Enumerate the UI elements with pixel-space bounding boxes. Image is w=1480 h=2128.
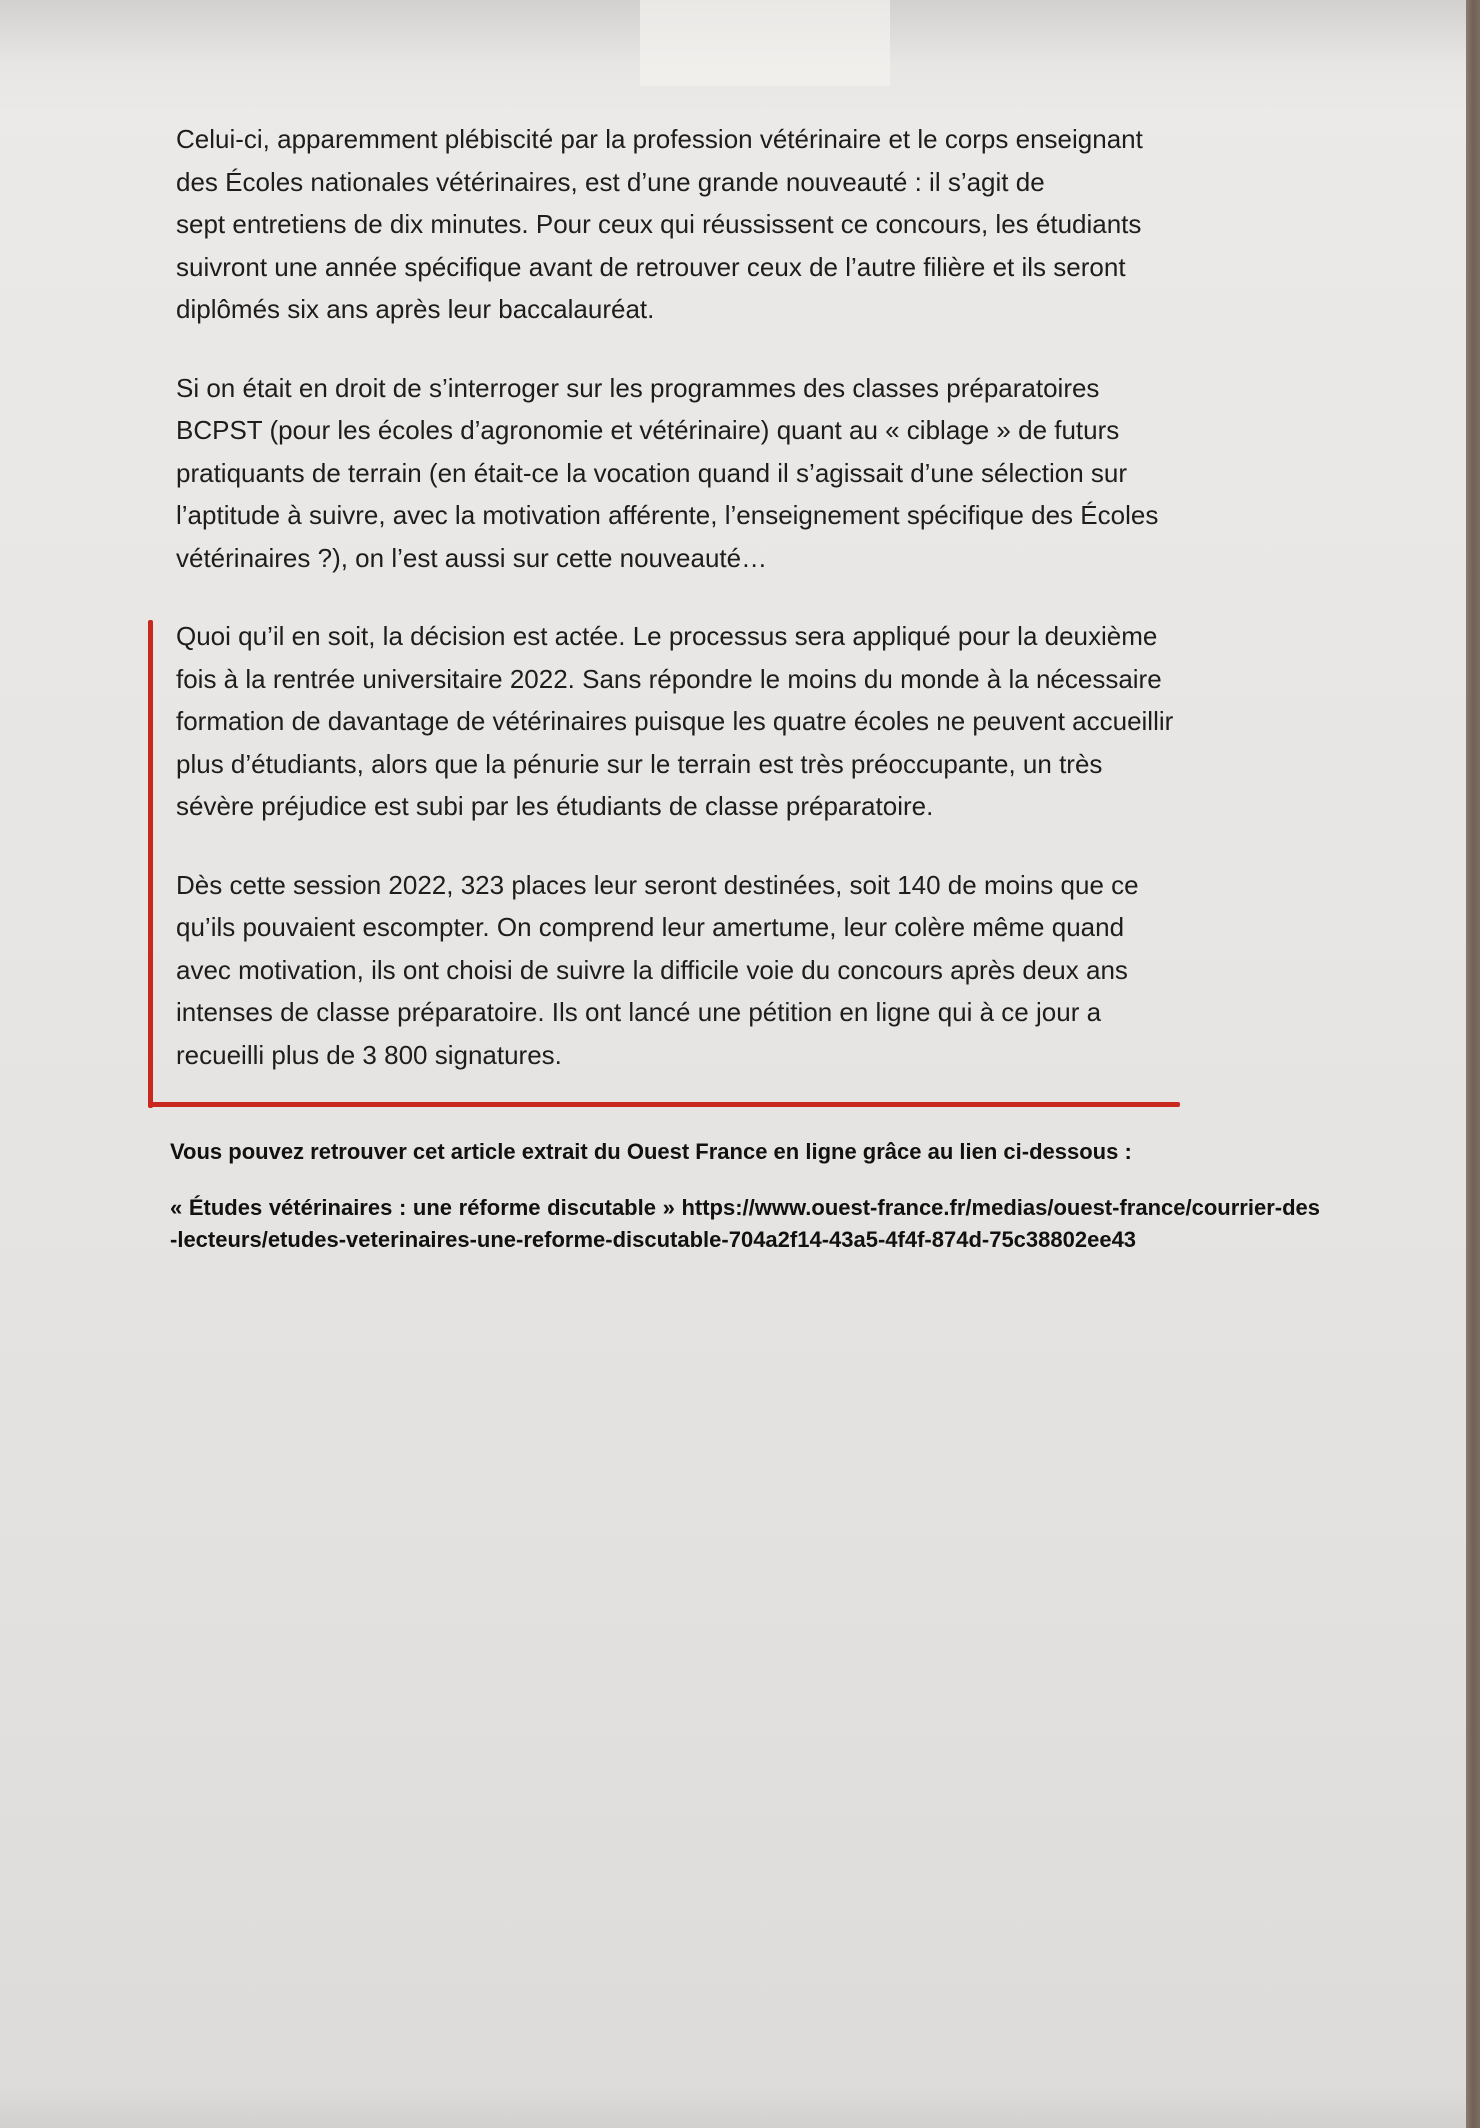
highlight-left-line [148,620,153,1108]
paper-tab [640,0,890,86]
paragraph-3: Quoi qu’il en soit, la décision est actée. Le processus sera appliqué pour la deuxième fois à la rentrée universitaire 2022. Sans répondre le moins du monde à la nécessaire formation de davantage de vétérinaires puisque les quatre écoles ne peuvent accueillir plus d’étudiants, alors que la pénurie sur le terrain est très préoccupante, un très sévère préjudice est subi par les étudiants de classe préparatoire. [176,621,1174,821]
background-surface-edge [1466,0,1480,2128]
paragraph-2: Si on était en droit de s’interroger sur les programmes des classes préparatoires BCPST (pour les écoles d’agronomie et vétérinaire) quant au « ciblage » de futurs pratiquants de terrain (en était-ce la vocation quand il s’agissait d’une sélection sur l’aptitude à suivre, avec la motivation afférente, l’enseignement spécifique des Écoles vétérinaires ?), on l’est aussi sur cette nouveauté… [176,372,1159,573]
paragraph-gap [176,828,1286,864]
paragraph-4: Dès cette session 2022, 323 places leur seront destinées, soit 140 de moins que ce qu’ils pouvaient escompter. On comprend leur amertume, leur colère même quand avec motivation, ils ont choisi de suivre la difficile voie du concours après deux ans intenses de classe préparatoire. Ils ont lancé une pétition en ligne qui à ce jour a recueilli plus de 3 800 signatures. [176,869,1139,1070]
source-block [170,1136,1320,1256]
highlight-bottom-line [148,1102,1180,1107]
bottom-shadow [0,2088,1468,2128]
article-body [176,118,1286,1076]
source-link[interactable]: « Études vétérinaires : une réforme discutable » https://www.ouest-france.fr/medias/ouest-france/courrier-des-lecteurs/etudes-veterinaires-une-reforme-discutable-704a2f14-43a5-4f4f-874d-75c38802ee43 [170,1195,1320,1252]
source-intro: Vous pouvez retrouver cet article extrait du Ouest France en ligne grâce au lien ci-dessous : [170,1139,1132,1164]
paragraph-1: Celui-ci, apparemment plébiscité par la profession vétérinaire et le corps enseignant des Écoles nationales vétérinaires, est d’une grande nouveauté : il s’agit de sept entretiens de dix minutes. Pour ceux qui réussissent ce concours, les étudiants suivront une année spécifique avant de retrouver ceux de l’autre filière et ils seront diplômés six ans après leur baccalauréat. [176,124,1143,324]
paragraph-gap [176,331,1286,367]
paragraph-gap [176,579,1286,615]
